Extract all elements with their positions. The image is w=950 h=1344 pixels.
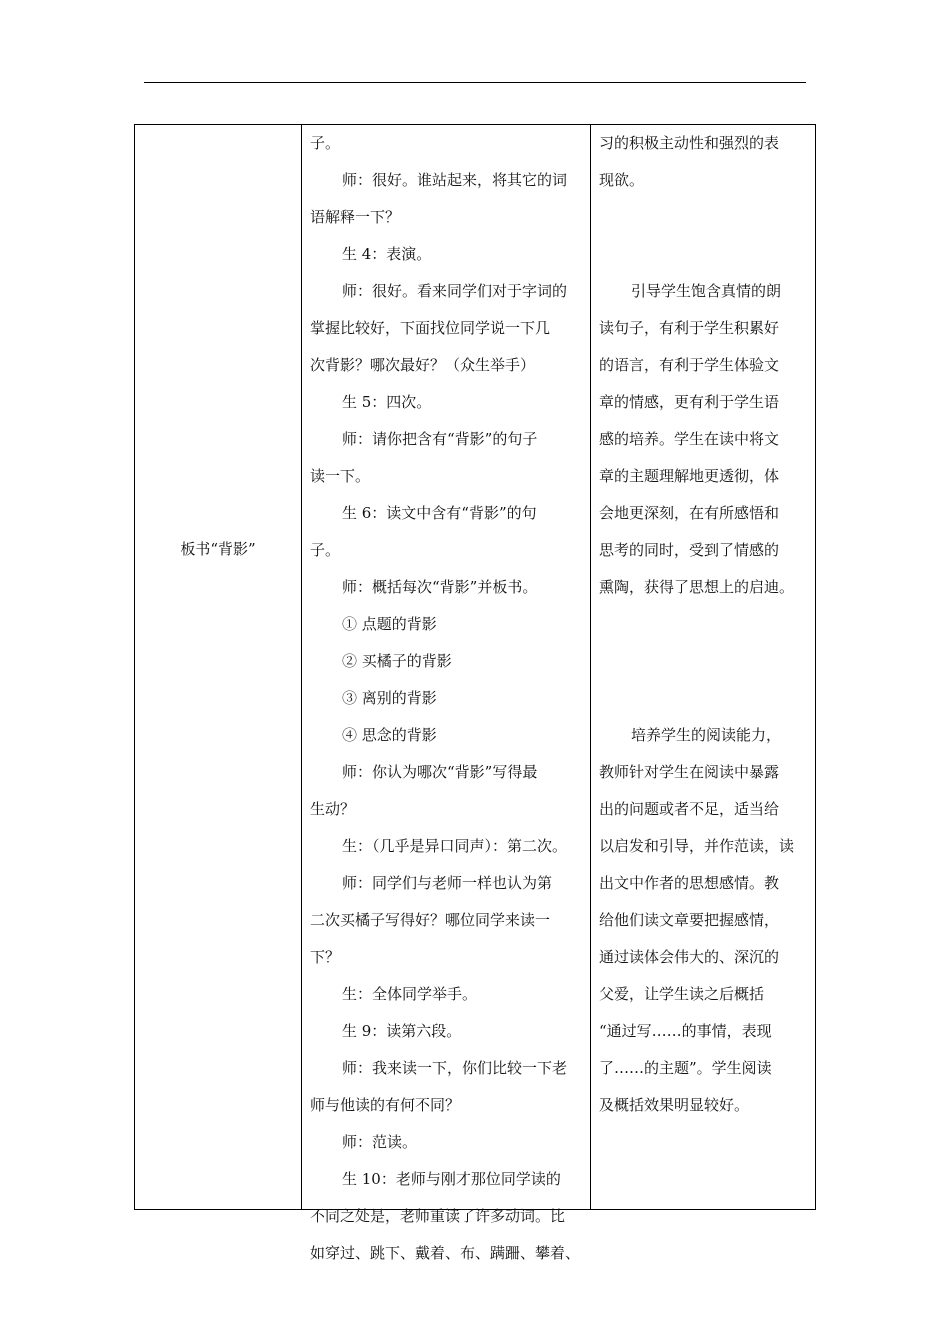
mid-text-line: 生动？	[310, 800, 356, 818]
right-text-line: 章的情感，更有利于学生语	[599, 393, 780, 411]
mid-text-line: ① 点题的背影	[342, 615, 437, 633]
mid-text-line: 读一下。	[310, 467, 371, 485]
right-text-line: 出的问题或者不足，适当给	[599, 800, 780, 818]
right-text-line: 教师针对学生在阅读中暴露	[599, 763, 780, 781]
right-text-line	[599, 606, 809, 643]
mid-text-line: 生 4：表演。	[342, 245, 432, 263]
mid-text-line: 师：你认为哪次“背影”写得最	[342, 763, 538, 781]
column-divider-2	[590, 125, 591, 1209]
mid-text-line: 次背影？哪次最好？（众生举手）	[310, 356, 536, 374]
right-text-line: 引导学生饱含真情的朗	[631, 282, 782, 300]
board-writing-label: 板书“背影”	[180, 540, 256, 558]
right-text-line: 父爱，让学生读之后概括	[599, 985, 765, 1003]
right-text-line	[599, 236, 809, 273]
mid-text-line: ③ 离别的背影	[342, 689, 437, 707]
mid-text-line: 子。	[310, 541, 341, 559]
mid-text-line: 师：概括每次“背影”并板书。	[342, 578, 538, 596]
mid-text-line: 生 6：读文中含有“背影”的句	[342, 504, 537, 522]
mid-text-line: 师：同学们与老师一样也认为第	[342, 874, 553, 892]
mid-text-line: 下？	[310, 948, 341, 966]
right-text-line: 章的主题理解地更透彻，体	[599, 467, 780, 485]
mid-text-line: 生：全体同学举手。	[342, 985, 478, 1003]
mid-text-line: 师：我来读一下，你们比较一下老	[342, 1059, 568, 1077]
header-rule	[144, 82, 806, 83]
right-text-line: 现欲。	[599, 171, 645, 189]
right-text-line: 了……的主题”。学生阅读	[599, 1059, 772, 1077]
teaching-process-column	[310, 125, 586, 1272]
right-text-line: 读句子，有利于学生积累好	[599, 319, 780, 337]
right-text-line: 通过读体会伟大的、深沉的	[599, 948, 780, 966]
right-text-line: 会地更深刻，在有所感悟和	[599, 504, 780, 522]
mid-text-line: 师：范读。	[342, 1133, 418, 1151]
column-divider-1	[301, 125, 302, 1209]
right-text-line: 及概括效果明显较好。	[599, 1096, 750, 1114]
mid-text-line: 子。	[310, 134, 341, 152]
lesson-plan-table	[134, 124, 816, 1262]
right-text-line	[599, 643, 809, 680]
mid-text-line: 师与他读的有何不同？	[310, 1096, 461, 1114]
right-text-line: 的语言，有利于学生体验文	[599, 356, 780, 374]
right-text-line: 感的培养。学生在读中将文	[599, 430, 780, 448]
mid-text-line: 语解释一下？	[310, 208, 401, 226]
right-text-line: 思考的同时，受到了情感的	[599, 541, 780, 559]
mid-text-line: 生 9：读第六段。	[342, 1022, 462, 1040]
right-text-line: 培养学生的阅读能力，	[631, 726, 782, 744]
right-text-line: “通过写……的事情，表现	[599, 1022, 772, 1040]
mid-text-line: 师：很好。谁站起来，将其它的词	[342, 171, 568, 189]
right-text-line	[599, 199, 809, 236]
mid-text-line: 掌握比较好，下面找位同学说一下几	[310, 319, 551, 337]
mid-text-line: ④ 思念的背影	[342, 726, 437, 744]
right-text-line: 出文中作者的思想感情。教	[599, 874, 780, 892]
mid-text-line: 生 5：四次。	[342, 393, 432, 411]
right-text-line: 以启发和引导，并作范读，读	[599, 837, 795, 855]
mid-text-line: 如穿过、跳下、戴着、布、蹒跚、攀着、	[310, 1244, 581, 1262]
mid-text-line: 不同之处是，老师重读了许多动词。比	[310, 1207, 566, 1225]
right-text-line: 习的积极主动性和强烈的表	[599, 134, 780, 152]
mid-text-line: 二次买橘子写得好？哪位同学来读一	[310, 911, 551, 929]
mid-text-line: 师：请你把含有“背影”的句子	[342, 430, 538, 448]
right-text-line: 熏陶，获得了思想上的启迪。	[599, 578, 795, 596]
board-writing-cell	[135, 125, 301, 1209]
mid-text-line: 生 10：老师与刚才那位同学读的	[342, 1170, 561, 1188]
right-text-line: 给他们读文章要把握感情，	[599, 911, 780, 929]
mid-text-line: 师：很好。看来同学们对于字词的	[342, 282, 568, 300]
right-text-line	[599, 680, 809, 717]
mid-text-line: 生：（几乎是异口同声）：第二次。	[342, 837, 568, 855]
mid-text-line: ② 买橘子的背影	[342, 652, 452, 670]
design-intent-column	[599, 125, 809, 1124]
